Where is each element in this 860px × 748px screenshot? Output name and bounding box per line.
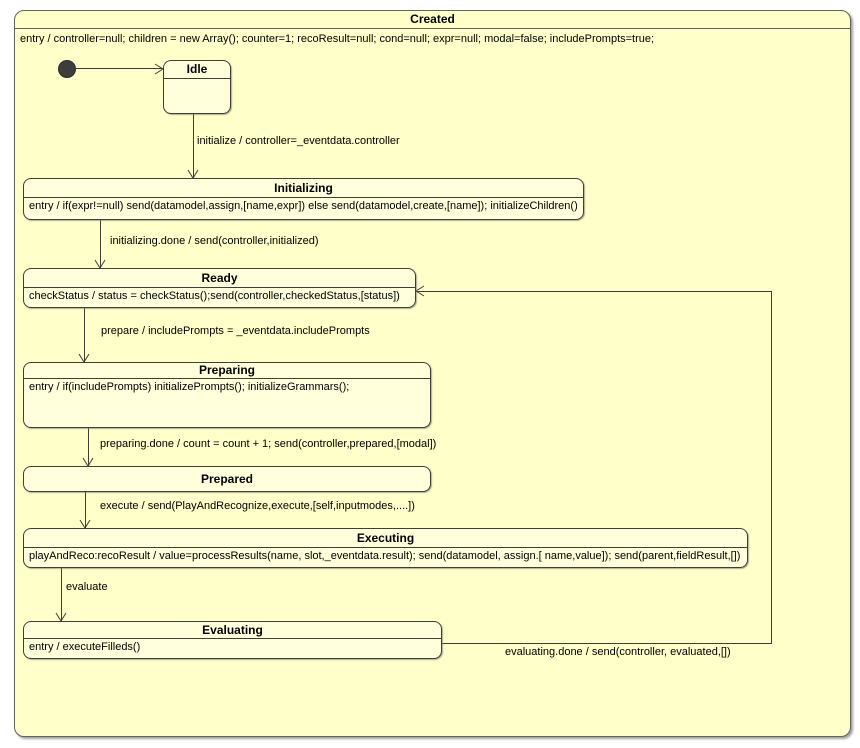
state-created-entry-action: entry / controller=null; children = new Array(); counter=1; recoResult=null; cond=null; expr=null; modal=false; includePrompts=true;: [20, 33, 655, 45]
state-executing-title: Executing: [24, 529, 747, 548]
transition-line-initial-to-idle: [76, 68, 163, 69]
transition-label-execute: execute / send(PlayAndRecognize,execute,[self,inputmodes,....]): [100, 500, 415, 512]
state-prepared-title: Prepared: [200, 472, 254, 486]
state-initializing: [23, 178, 584, 220]
transition-line-evaluating-to-ready-bottom: [441, 643, 772, 644]
state-preparing-title: Preparing: [24, 363, 430, 379]
state-evaluating-title: Evaluating: [24, 622, 441, 639]
state-preparing-body: entry / if(includePrompts) initializePrompts(); initializeGrammars();: [29, 381, 350, 393]
transition-label-preparing-done: preparing.done / count = count + 1; send(controller,prepared,[modal]): [100, 438, 437, 450]
transition-line-evaluating-to-ready-right: [771, 291, 772, 644]
state-created-title: Created: [15, 11, 850, 29]
state-executing: [23, 528, 748, 568]
transition-label-initializing-done: initializing.done / send(controller,initialized): [110, 235, 319, 247]
state-idle-title: Idle: [164, 61, 230, 79]
state-evaluating: [23, 621, 442, 659]
state-prepared: [23, 466, 431, 492]
arrowhead-left-icon: [415, 285, 425, 297]
state-ready: [23, 268, 416, 308]
state-preparing: [23, 362, 431, 428]
state-initializing-title: Initializing: [24, 179, 583, 198]
transition-label-evaluating-done: evaluating.done / send(controller, evaluated,[]): [505, 646, 731, 658]
transition-line-evaluating-to-ready-top: [415, 291, 772, 292]
state-initializing-body: entry / if(expr!=null) send(datamodel,assign,[name,expr]) else send(datamodel,create,[name]); initializeChildren(): [29, 200, 578, 212]
state-evaluating-body: entry / executeFilleds(): [29, 641, 141, 653]
initial-state-icon: [58, 60, 76, 78]
transition-label-prepare: prepare / includePrompts = _eventdata.includePrompts: [101, 325, 370, 337]
state-executing-body: playAndReco:recoResult / value=processResults(name, slot,_eventdata.result); send(datamodel, assign.[ name,value]); send(parent,fieldResult,[]): [29, 550, 741, 562]
state-idle: [163, 60, 231, 114]
transition-label-evaluate: evaluate: [66, 581, 108, 593]
state-ready-title: Ready: [24, 269, 415, 288]
state-idle-body: [164, 79, 230, 81]
transition-label-initialize: initialize / controller=_eventdata.controller: [197, 135, 400, 147]
state-ready-body: checkStatus / status = checkStatus();send(controller,checkedStatus,[status]): [29, 290, 400, 302]
